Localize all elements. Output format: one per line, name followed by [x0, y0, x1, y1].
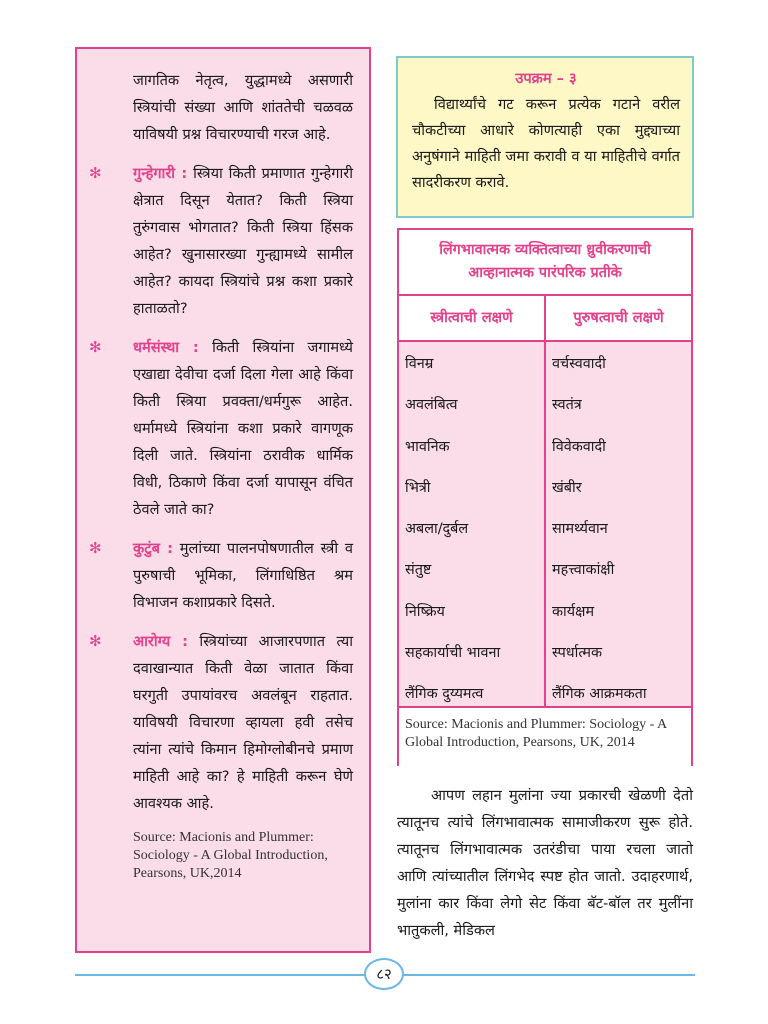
table-body	[399, 342, 691, 708]
header-feminine: स्त्रीत्वाची लक्षणे	[399, 296, 546, 340]
table-cell: लैंगिक दुय्यमत्व	[405, 686, 484, 703]
asterisk-bullet-icon: ✻	[89, 164, 102, 182]
asterisk-bullet-icon: ✻	[89, 632, 102, 650]
table-cell: अबला/दुर्बल	[405, 521, 469, 538]
item-term: धर्मसंस्था :	[133, 339, 199, 356]
table-cell: संतुष्ट	[405, 562, 432, 579]
item-term: आरोग्य :	[133, 633, 188, 650]
table-title	[399, 230, 691, 296]
activity-box	[396, 56, 694, 218]
table-title-line-2: आव्हानात्मक पारंपरिक प्रतीके	[468, 265, 622, 281]
table-cell: सामर्थ्यवान	[552, 521, 608, 538]
table-cell: स्वतंत्र	[552, 397, 582, 414]
table-cell: निष्क्रिय	[405, 603, 445, 620]
item-term: कुटुंब :	[133, 540, 173, 557]
item-term: गुन्हेगारी :	[133, 165, 188, 182]
table-cell: कार्यक्षम	[552, 603, 595, 620]
list-item-family	[89, 535, 353, 616]
item-text: मुलांच्या पालनपोषणातील स्त्री व पुरुषाची भूमिका, लिंगाधिष्ठित श्रम विभाजन कशाप्रकारे दिसते.	[133, 540, 353, 611]
table-cell: विनम्र	[405, 356, 434, 372]
item-text: किती स्त्रियांना जगामध्ये एखाद्या देवीचा दर्जा दिला गेला आहे किंवा किती स्त्रिया प्रवक्ता/धर्मगुरू आहेत. धर्मामध्ये स्त्रियांना कशा प्रकारे वागणूक दिली जाते. स्त्रियांना ठरावीक धार्मिक विधी, ठिकाणे किंवा दर्जा यापासून वंचित ठेवले जाते का?	[133, 339, 353, 518]
left-source-citation: Source: Macionis and Plummer: Sociology - A Global Introduction, Pearsons, UK,2014	[133, 830, 328, 881]
item-text: स्त्रियांच्या आजारपणात त्या दवाखान्यात किती वेळा जातात किंवा घरगुती उपायांवरच अवलंबून राहतात. याविषयी विचारणा व्हायला हवी तसेच त्यांना त्यांचे किमान हिमोग्लोबीनचे प्रमाण माहिती आहे का? हे माहिती करून घेणे आवश्यक आहे.	[133, 633, 354, 812]
table-cell: वर्चस्ववादी	[552, 356, 606, 372]
traits-table	[397, 228, 693, 766]
list-item-health	[89, 628, 354, 817]
table-cell: अवलंबित्व	[405, 397, 458, 414]
table-cell: भावनिक	[405, 438, 450, 455]
asterisk-bullet-icon: ✻	[89, 338, 102, 356]
list-item-crime	[89, 160, 353, 322]
activity-text: विद्यार्थ्यांचे गट करून प्रत्येक गटाने वरील चौकटीच्या आधारे कोणत्याही एका मुद्द्याच्या अनुषंगाने माहिती जमा करावी व या माहितीचे वर्गात सादरीकरण करावे.	[412, 96, 680, 191]
table-cell: स्पर्धात्मक	[552, 645, 603, 662]
table-cell: लैंगिक आक्रमकता	[552, 686, 647, 703]
table-cell: विवेकवादी	[552, 438, 606, 455]
feminine-column	[399, 342, 546, 706]
masculine-column	[546, 342, 691, 706]
table-cell: महत्त्वाकांक्षी	[552, 562, 615, 579]
table-header-row	[399, 296, 691, 342]
table-source-citation: Source: Macionis and Plummer: Sociology - A Global Introduction, Pearsons, UK, 2014	[399, 708, 691, 766]
table-cell: खंबीर	[552, 479, 582, 496]
page-number: ८२	[364, 958, 404, 990]
item-text: स्त्रिया किती प्रमाणात गुन्हेगारी क्षेत्रात दिसून येतात? किती स्त्रिया तुरुंगवास भोगतात? किती स्त्रिया हिंसक आहेत? खुनासारख्या गुन्ह्यामध्ये सामील आहेत? कायदा स्त्रियांचे प्रश्न कशा प्रकारे हाताळतो?	[133, 165, 353, 317]
list-item-religion	[89, 334, 353, 523]
left-info-box	[75, 47, 371, 953]
body-paragraph: आपण लहान मुलांना ज्या प्रकारची खेळणी देतो त्यातूनच त्यांचे लिंगभावात्मक सामाजीकरण सुरू होते. त्यातूनच लिंगभावात्मक उतरंडीचा पाया रचला जातो आणि त्यांच्यातील लिंगभेद स्पष्ट होत जातो. उदाहरणार्थ, मुलांना कार किंवा लेगो सेट किंवा बॅट-बॉल तर मुलींना भातुकली, मेडिकल	[397, 787, 693, 939]
header-masculine: पुरुषत्वाची लक्षणे	[573, 309, 664, 326]
asterisk-bullet-icon: ✻	[89, 539, 102, 557]
table-cell: भित्री	[405, 479, 431, 496]
table-title-line-1: लिंगभावात्मक व्यक्तित्वाच्या ध्रुवीकरणाची	[439, 242, 651, 258]
intro-text: जागतिक नेतृत्व, युद्धामध्ये असणारी स्त्रियांची संख्या आणि शांततेची चळवळ याविषयी प्रश्न विचारण्याची गरज आहे.	[133, 72, 353, 143]
activity-title: उपक्रम – ३	[515, 70, 577, 87]
table-cell: सहकार्याची भावना	[405, 645, 501, 662]
